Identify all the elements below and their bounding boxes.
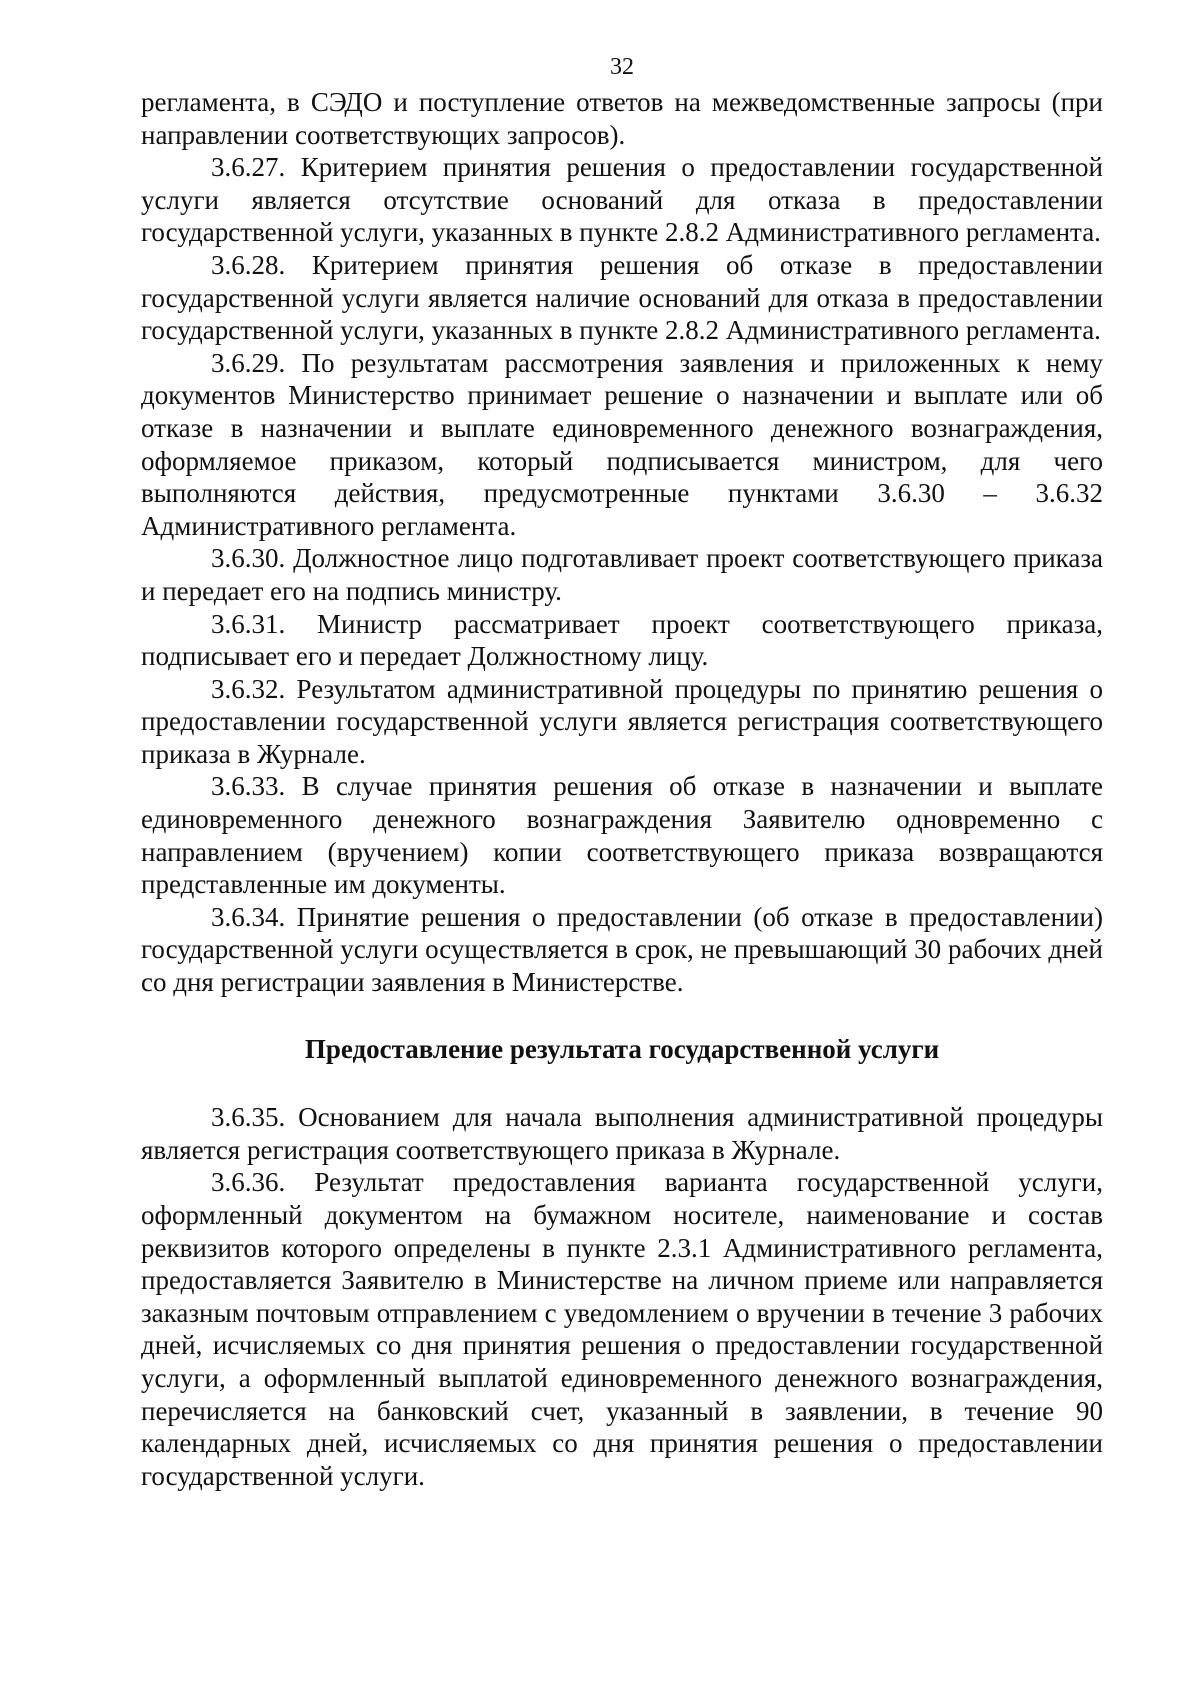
paragraph-continuation: регламента, в СЭДО и поступление ответов на межведомственные запросы (при направлении соответствующих запросов). bbox=[141, 87, 1103, 150]
page-number: 32 bbox=[610, 54, 634, 80]
paragraph-3-6-30: 3.6.30. Должностное лицо подготавливает проект соответствующего приказа и передает его на подпись министру. bbox=[141, 543, 1103, 606]
paragraph-3-6-27: 3.6.27. Критерием принятия решения о предоставлении государственной услуги является отсутствие оснований для отказа в предоставлении государственной услуги, указанных в пункте 2.8.2 Административного регламента. bbox=[141, 152, 1103, 248]
paragraph-3-6-28: 3.6.28. Критерием принятия решения об отказе в предоставлении государственной услуги является наличие оснований для отказа в предоставлении государственной услуги, указанных в пункте 2.8.2 Административного регламента. bbox=[141, 249, 1103, 346]
section-heading: Предоставление результата государственной услуги bbox=[304, 1033, 940, 1064]
paragraph-3-6-31: 3.6.31. Министр рассматривает проект соответствующего приказа, подписывает его и передает Должностному лицу. bbox=[141, 608, 1103, 672]
paragraph-3-6-32: 3.6.32. Результатом административной процедуры по принятию решения о предоставлении государственной услуги является регистрация соответствующего приказа в Журнале. bbox=[141, 673, 1103, 769]
paragraph-3-6-35: 3.6.35. Основанием для начала выполнения административной процедуры является регистрация соответствующего приказа в Журнале. bbox=[141, 1102, 1103, 1165]
paragraph-3-6-36: 3.6.36. Результат предоставления варианта государственной услуги, оформленный документом на бумажном носителе, наименование и состав реквизитов которого определены в пункте 2.3.1 Административного регламента, предоставляется Заявителю в Министерстве на личном приеме или направляется заказным почтовым отправлением с уведомлением о вручении в течение 3 рабочих дней, исчисляемых со дня принятия решения о предоставлении государственной услуги, а оформленный выплатой единовременного денежного вознаграждения, перечисляется на банковский счет, указанный в заявлении, в течение 90 календарных дней, исчисляемых со дня принятия решения о предоставлении государственной услуги. bbox=[141, 1167, 1103, 1491]
paragraph-3-6-29: 3.6.29. По результатам рассмотрения заявления и приложенных к нему документов Министерство принимает решение о назначении и выплате или об отказе в назначении и выплате единовременного денежного вознаграждения, оформляемое приказом, который подписывается министром, для чего выполняются действия, предусмотренные пунктами 3.6.30 – 3.6.32 Административного регламента. bbox=[141, 347, 1103, 541]
paragraph-3-6-33: 3.6.33. В случае принятия решения об отказе в назначении и выплате единовременного денежного вознаграждения Заявителю одновременно с направлением (вручением) копии соответствующего приказа возвращаются представленные им документы. bbox=[141, 771, 1103, 900]
paragraph-3-6-34: 3.6.34. Принятие решения о предоставлении (об отказе в предоставлении) государственной услуги осуществляется в срок, не превышающий 30 рабочих дней со дня регистрации заявления в Министерстве. bbox=[141, 901, 1103, 998]
